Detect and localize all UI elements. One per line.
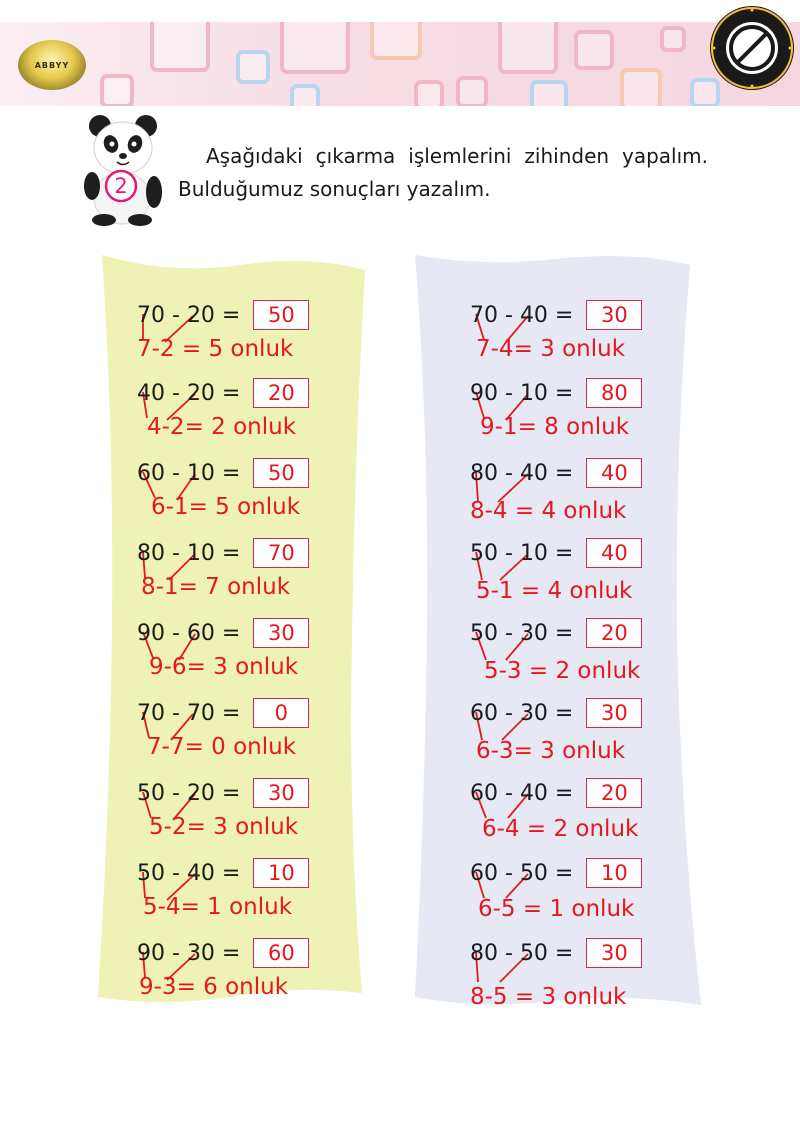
decorative-square	[370, 22, 422, 60]
tens-explanation: 5-1 = 4 onluk	[476, 578, 633, 604]
minuend: 50	[470, 620, 498, 646]
answer-box[interactable]: 50	[253, 300, 309, 330]
minus-sign: -	[498, 380, 520, 406]
instruction-line-1: Aşağıdaki çıkarma işlemlerini zihinden yapalım.	[206, 144, 708, 168]
minuend: 50	[137, 860, 165, 886]
subtrahend: 40	[186, 860, 215, 886]
minuend: 70	[137, 302, 165, 328]
equals-sign: =	[214, 700, 248, 726]
tens-explanation: 5-4= 1 onluk	[143, 894, 293, 920]
tens-explanation: 6-3= 3 onluk	[476, 738, 626, 764]
subtrahend: 40	[519, 302, 548, 328]
problem-item	[470, 458, 710, 538]
tens-explanation: 5-2= 3 onluk	[149, 814, 299, 840]
answer-box[interactable]: 40	[586, 538, 642, 568]
subtrahend: 30	[519, 620, 548, 646]
subtrahend: 30	[519, 700, 548, 726]
answer-box[interactable]: 20	[586, 618, 642, 648]
tens-explanation: 7-7= 0 onluk	[147, 734, 297, 760]
decorative-square	[620, 68, 662, 106]
problem-item	[137, 698, 377, 778]
subtrahend: 10	[186, 540, 215, 566]
equals-sign: =	[547, 940, 581, 966]
answer-box[interactable]: 80	[586, 378, 642, 408]
header-banner	[0, 22, 800, 106]
tens-explanation: 9-3= 6 onluk	[139, 974, 289, 1000]
equals-sign: =	[547, 780, 581, 806]
answer-box[interactable]: 10	[586, 858, 642, 888]
subtraction-equation	[470, 698, 642, 728]
minuend: 60	[470, 860, 498, 886]
decorative-square	[498, 22, 558, 74]
problem-item	[137, 618, 377, 698]
decorative-square	[100, 74, 134, 106]
problem-item	[137, 300, 377, 380]
panda-mascot-icon	[84, 114, 164, 226]
problem-item	[470, 938, 710, 1018]
subtrahend: 20	[186, 302, 215, 328]
subtraction-equation	[137, 458, 309, 488]
decorative-square	[530, 80, 568, 106]
minus-sign: -	[498, 460, 520, 486]
answer-box[interactable]: 10	[253, 858, 309, 888]
subtraction-equation	[470, 458, 642, 488]
equals-sign: =	[214, 540, 248, 566]
minus-sign: -	[165, 460, 187, 486]
minuend: 60	[137, 460, 165, 486]
minuend: 90	[470, 380, 498, 406]
decorative-square	[290, 84, 320, 106]
answer-box[interactable]: 60	[253, 938, 309, 968]
minuend: 50	[137, 780, 165, 806]
subtrahend: 70	[186, 700, 215, 726]
subtrahend: 50	[519, 860, 548, 886]
subtrahend: 20	[186, 780, 215, 806]
decorative-square	[236, 50, 270, 84]
tens-explanation: 4-2= 2 onluk	[147, 414, 297, 440]
equals-sign: =	[214, 860, 248, 886]
subtraction-equation	[470, 538, 642, 568]
minus-sign: -	[498, 302, 520, 328]
task-number-badge: 2	[114, 174, 128, 198]
minuend: 80	[470, 940, 498, 966]
instruction-line-2: Bulduğumuz sonuçları yazalım.	[178, 177, 491, 201]
subtrahend: 50	[519, 940, 548, 966]
equals-sign: =	[214, 460, 248, 486]
minus-sign: -	[165, 540, 187, 566]
subtraction-equation	[137, 938, 309, 968]
minus-sign: -	[165, 700, 187, 726]
tens-explanation: 5-3 = 2 onluk	[484, 658, 641, 684]
minuend: 90	[137, 620, 165, 646]
subtraction-equation	[470, 858, 642, 888]
minus-sign: -	[165, 780, 187, 806]
tens-explanation: 6-1= 5 onluk	[151, 494, 301, 520]
tens-explanation: 8-4 = 4 onluk	[470, 498, 627, 524]
problem-item	[470, 300, 710, 380]
decorative-square	[280, 22, 350, 74]
answer-box[interactable]: 0	[253, 698, 309, 728]
subtrahend: 10	[519, 540, 548, 566]
problem-item	[470, 778, 710, 858]
problem-item	[470, 858, 710, 938]
minuend: 90	[137, 940, 165, 966]
subtraction-equation	[470, 938, 642, 968]
answer-box[interactable]: 30	[253, 618, 309, 648]
subtrahend: 10	[186, 460, 215, 486]
minus-sign: -	[165, 860, 187, 886]
equals-sign: =	[547, 540, 581, 566]
subtrahend: 10	[519, 380, 548, 406]
answer-box[interactable]: 20	[253, 378, 309, 408]
equals-sign: =	[214, 380, 248, 406]
minuend: 60	[470, 700, 498, 726]
subtrahend: 60	[186, 620, 215, 646]
subtrahend: 40	[519, 460, 548, 486]
abbyy-logo-text: ABBYY	[34, 60, 70, 70]
minus-sign: -	[498, 540, 520, 566]
subtraction-equation	[470, 300, 642, 330]
minuend: 70	[470, 302, 498, 328]
subtraction-equation	[470, 778, 642, 808]
subtrahend: 30	[186, 940, 215, 966]
equals-sign: =	[214, 780, 248, 806]
equals-sign: =	[214, 302, 248, 328]
minus-sign: -	[498, 780, 520, 806]
subtrahend: 20	[186, 380, 215, 406]
subtraction-equation	[137, 858, 309, 888]
problem-item	[137, 858, 377, 938]
minus-sign: -	[165, 940, 187, 966]
subtraction-equation	[137, 378, 309, 408]
equals-sign: =	[547, 302, 581, 328]
decorative-square	[574, 30, 614, 70]
minuend: 80	[470, 460, 498, 486]
answer-box[interactable]: 30	[253, 778, 309, 808]
tens-explanation: 8-1= 7 onluk	[141, 574, 291, 600]
subtraction-equation	[137, 300, 309, 330]
subtraction-equation	[137, 698, 309, 728]
tens-explanation: 7-4= 3 onluk	[476, 336, 626, 362]
problem-item	[470, 698, 710, 778]
subtraction-equation	[470, 618, 642, 648]
equals-sign: =	[547, 380, 581, 406]
equals-sign: =	[547, 860, 581, 886]
tens-explanation: 9-1= 8 onluk	[480, 414, 630, 440]
minuend: 70	[137, 700, 165, 726]
equals-sign: =	[547, 700, 581, 726]
problem-item	[470, 538, 710, 618]
decorative-square	[456, 76, 488, 106]
tens-explanation: 6-4 = 2 onluk	[482, 816, 639, 842]
equals-sign: =	[214, 620, 248, 646]
minus-sign: -	[165, 620, 187, 646]
minus-sign: -	[498, 860, 520, 886]
equals-sign: =	[547, 620, 581, 646]
minus-sign: -	[165, 380, 187, 406]
tens-explanation: 6-5 = 1 onluk	[478, 896, 635, 922]
minuend: 80	[137, 540, 165, 566]
instruction-text	[178, 140, 708, 206]
equals-sign: =	[214, 940, 248, 966]
minus-sign: -	[165, 302, 187, 328]
problem-item	[137, 938, 377, 1018]
subtraction-equation	[137, 538, 309, 568]
answer-box[interactable]: 50	[253, 458, 309, 488]
answer-box[interactable]: 30	[586, 938, 642, 968]
minus-sign: -	[498, 940, 520, 966]
answer-box[interactable]: 30	[586, 698, 642, 728]
answer-box[interactable]: 70	[253, 538, 309, 568]
equals-sign: =	[547, 460, 581, 486]
problem-item	[137, 778, 377, 858]
tens-explanation: 8-5 = 3 onluk	[470, 984, 627, 1010]
problem-item	[470, 378, 710, 458]
tens-explanation: 9-6= 3 onluk	[149, 654, 299, 680]
decorative-square	[660, 26, 686, 52]
problem-item	[470, 618, 710, 698]
problem-item	[137, 458, 377, 538]
problem-item	[137, 538, 377, 618]
answer-box[interactable]: 40	[586, 458, 642, 488]
subtraction-equation	[470, 378, 642, 408]
answer-box[interactable]: 30	[586, 300, 642, 330]
abbyy-logo-badge	[18, 40, 86, 90]
subtraction-equation	[137, 618, 309, 648]
minus-sign: -	[498, 700, 520, 726]
answer-box[interactable]: 20	[586, 778, 642, 808]
minus-sign: -	[498, 620, 520, 646]
minuend: 50	[470, 540, 498, 566]
subtrahend: 40	[519, 780, 548, 806]
tens-explanation: 7-2 = 5 onluk	[137, 336, 294, 362]
abbyy-buy-stamp-icon[interactable]	[708, 4, 796, 92]
decorative-square	[414, 80, 444, 106]
minuend: 40	[137, 380, 165, 406]
subtraction-equation	[137, 778, 309, 808]
problem-item	[137, 378, 377, 458]
minuend: 60	[470, 780, 498, 806]
decorative-square	[150, 22, 210, 72]
